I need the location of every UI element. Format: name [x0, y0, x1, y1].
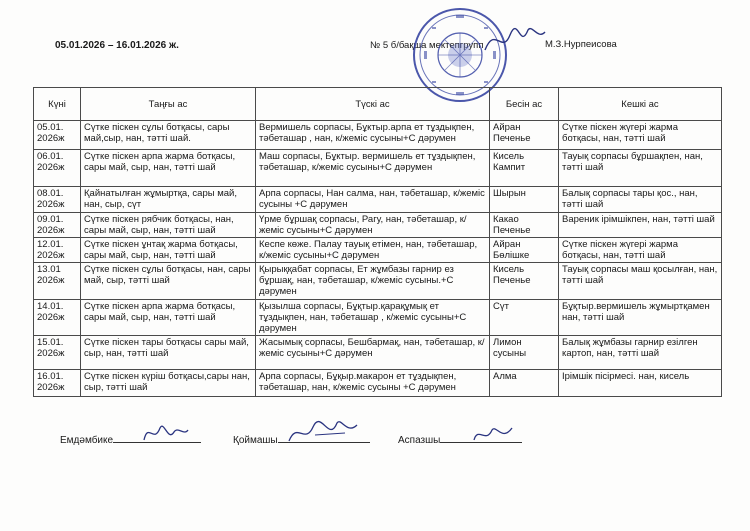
cell-breakfast: Сүтке піскен ұнтақ жарма ботқасы, сары май, сыр, нан, тәтті шай	[81, 238, 256, 263]
col-snack: Бесін ас	[490, 88, 559, 121]
cell-snack: Айран Бөлішке	[490, 238, 559, 263]
table-row	[34, 300, 722, 336]
approver-signature	[480, 20, 550, 60]
storekeeper-label: Қоймашы	[233, 435, 278, 446]
cell-dinner: Тауық сорпасы бұршақпен, нан, тәтті шай	[559, 150, 722, 187]
cell-breakfast: Сүтке піскен арпа жарма ботқасы, сары май, сыр, нан, тәтті шай	[81, 150, 256, 187]
approver-name: М.З.Нурпеисова	[545, 39, 617, 50]
cell-breakfast: Сүтке піскен сұлы ботқасы, сары май,сыр, нан, тәтті шай.	[81, 121, 256, 150]
cell-lunch: Жасымық сорпасы, Бешбармақ, нан, тәбеташар, к/жеміс сусыны+С дәрумен	[256, 336, 490, 370]
group-label: № 5 б/бақша мектепгрупп	[370, 40, 484, 51]
cell-lunch: Қырыққабат сорпасы, Ет жұмбазы гарнир ез бұршақ, нан, тәбеташар, к/жеміс сусыны.+С дәрумен	[256, 263, 490, 300]
cell-lunch: Маш сорпасы, Бұктыр. вермишель ет тұздықпен, тәбеташар, к/жеміс сусыны+С дәрумен	[256, 150, 490, 187]
cell-snack: Сүт	[490, 300, 559, 336]
cell-breakfast: Сүтке піскен арпа жарма ботқасы, сары май, сыр, нан, тәтті шай	[81, 300, 256, 336]
cell-lunch: Үрме бұршақ сорпасы, Рагу, нан, тәбеташар, к/жеміс сусыны+С дәрумен	[256, 213, 490, 238]
cell-breakfast: Сүтке піскен күріш ботқасы,сары нан, сыр, тәтті шай	[81, 370, 256, 397]
cell-breakfast: Сүтке піскен тары ботқасы сары май, сыр, нан, тәтті шай	[81, 336, 256, 370]
cook-label: Аспазшы	[398, 435, 441, 446]
cell-day: 06.01. 2026ж	[34, 150, 81, 187]
col-dinner: Кешкі ас	[559, 88, 722, 121]
cell-breakfast: Қайнатылған жұмыртқа, сары май, нан, сыр, сүт	[81, 187, 256, 213]
col-breakfast: Таңғы ас	[81, 88, 256, 121]
cell-breakfast: Сүтке піскен рябчик ботқасы, нан, сары май, сыр, нан, тәтті шай	[81, 213, 256, 238]
cell-snack: Шырын	[490, 187, 559, 213]
storekeeper-signature	[285, 415, 360, 449]
cell-lunch: Қызылша сорпасы, Бұқтыр.қарақұмық ет тұздықпен, нан, тәбеташар , к/жеміс сусыны+С дәрумен	[256, 300, 490, 336]
cell-lunch: Кеспе көже. Палау тауық етімен, нан, тәбеташар, к/жеміс сусыны+С дәрумен	[256, 238, 490, 263]
cell-snack: Кисель Кампит	[490, 150, 559, 187]
cell-dinner: Балық сорпасы тары қос., нан, тәтті шай	[559, 187, 722, 213]
cell-dinner: Сүтке піскен жүгері жарма ботқасы, нан, тәтті шай	[559, 238, 722, 263]
cell-day: 09.01. 2026ж	[34, 213, 81, 238]
menu-table	[33, 87, 722, 397]
cell-dinner: Тауық сорпасы маш қосылған, нан, тәтті шай	[559, 263, 722, 300]
cell-day: 13.01 2026ж	[34, 263, 81, 300]
cook-signature	[470, 420, 515, 450]
cell-snack: Кисель Печенье	[490, 263, 559, 300]
cell-lunch: Арпа сорпасы, Нан салма, нан, тәбеташар, к/жеміс сусыны +С дәрумен	[256, 187, 490, 213]
table-row	[34, 121, 722, 150]
cell-dinner: Бұқтыр.вермишель жұмыртқамен нан, тәтті шай	[559, 300, 722, 336]
table-row	[34, 187, 722, 213]
table-row	[34, 150, 722, 187]
cell-breakfast: Сүтке піскен сұлы ботқасы, нан, сары май, сыр, тәтті шай	[81, 263, 256, 300]
cell-lunch: Арпа сорпасы, Бұқыр.макарон ет тұздықпен, тәбеташар, нан, к/жеміс сусыны +С дәрумен	[256, 370, 490, 397]
table-header-row	[34, 88, 722, 121]
period-dates: 05.01.2026 – 16.01.2026 ж.	[55, 40, 179, 51]
table-row	[34, 336, 722, 370]
table-row	[34, 238, 722, 263]
cell-dinner: Балық жұмбазы гарнир езілген картоп, нан, тәтті шай	[559, 336, 722, 370]
table-row	[34, 370, 722, 397]
dietitian-signature	[140, 418, 190, 448]
cell-day: 12.01. 2026ж	[34, 238, 81, 263]
table-row	[34, 213, 722, 238]
col-lunch: Түскі ас	[256, 88, 490, 121]
cell-dinner: Сүтке піскен жүгері жарма ботқасы, нан, тәтті шай	[559, 121, 722, 150]
cell-snack: Лимон сусыны	[490, 336, 559, 370]
cell-dinner: Вареник ірімшікпен, нан, тәтті шай	[559, 213, 722, 238]
table-row	[34, 263, 722, 300]
cell-day: 15.01. 2026ж	[34, 336, 81, 370]
cell-day: 08.01. 2026ж	[34, 187, 81, 213]
cell-day: 16.01. 2026ж	[34, 370, 81, 397]
cell-lunch: Вермишель сорпасы, Бұктыр.арпа ет тұздықпен, тәбеташар , нан, к/жеміс сусыны+С дәрумен	[256, 121, 490, 150]
col-day: Күні	[34, 88, 81, 121]
dietitian-label: Емдәмбике	[60, 435, 114, 446]
cell-day: 14.01. 2026ж	[34, 300, 81, 336]
cell-snack: Айран Печенье	[490, 121, 559, 150]
cell-dinner: Ірімшік пісірмесі. нан, кисель	[559, 370, 722, 397]
cell-snack: Какао Печенье	[490, 213, 559, 238]
cell-snack: Алма	[490, 370, 559, 397]
cell-day: 05.01. 2026ж	[34, 121, 81, 150]
